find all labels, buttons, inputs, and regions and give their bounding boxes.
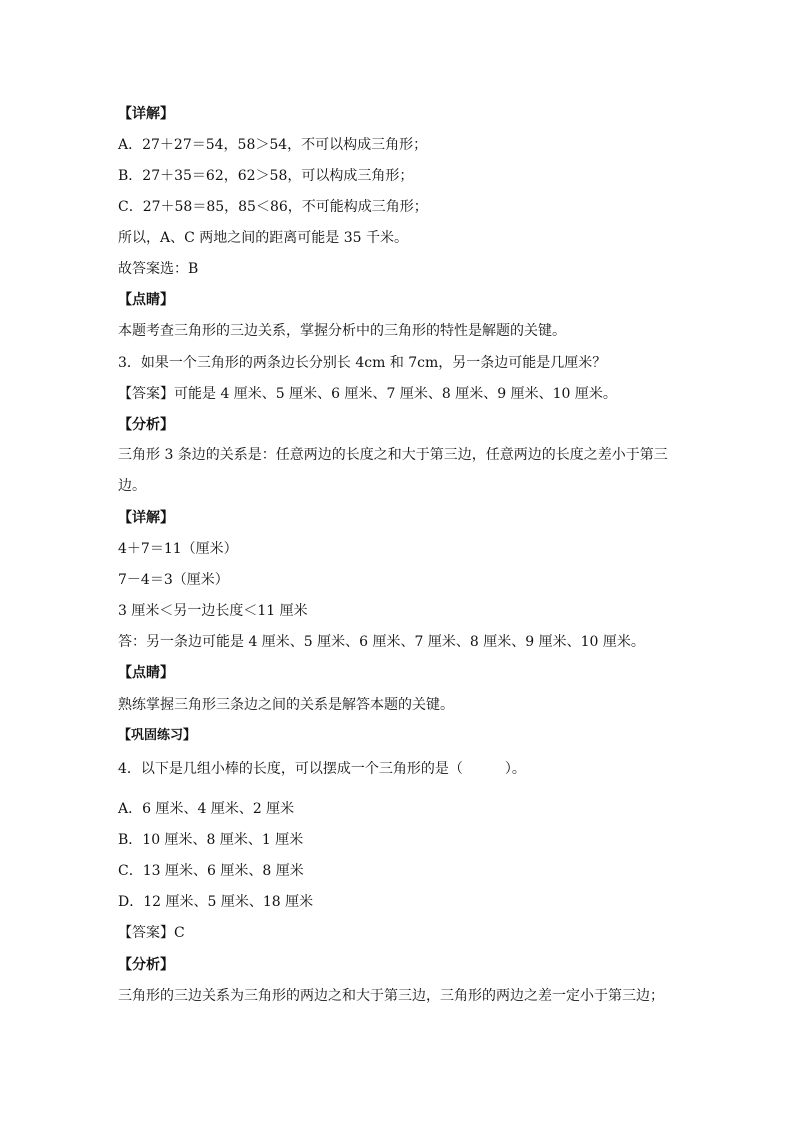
analysis-text-2: 三角形的三边关系为三角形的两边之和大于第三边，三角形的两边之差一定小于第三边；: [118, 988, 664, 1004]
option-a-explanation: A．27＋27＝54，58＞54，不可以构成三角形；: [118, 137, 428, 153]
conclusion-line: 所以，A、C 两地之间的距离可能是 35 千米。: [118, 230, 408, 246]
option-c: C．13 厘米、6 厘米、8 厘米: [118, 863, 304, 879]
heading-analysis-2: 【分析】: [118, 957, 174, 973]
comment-text: 本题考查三角形的三边关系，掌握分析中的三角形的特性是解题的关键。: [118, 323, 566, 339]
calculation-sum: 4＋7＝11（厘米）: [118, 541, 238, 557]
heading-detail-2: 【详解】: [118, 510, 174, 526]
final-answer-3: 答：另一条边可能是 4 厘米、5 厘米、6 厘米、7 厘米、8 厘米、9 厘米、10 厘米。: [118, 634, 645, 650]
option-c-explanation: C．27＋58＝85，85＜86，不可能构成三角形；: [118, 199, 428, 215]
comment-text-2: 熟练掌握三角形三条边之间的关系是解答本题的关键。: [118, 697, 454, 713]
option-b-explanation: B．27＋35＝62，62＞58，可以构成三角形；: [118, 168, 414, 184]
range-inequality: 3 厘米＜另一边长度＜11 厘米: [118, 603, 308, 619]
question-4: 4．以下是几组小棒的长度，可以摆成一个三角形的是（ ）。: [118, 761, 526, 777]
section-practice-heading: 【巩固练习】: [118, 728, 197, 743]
calculation-difference: 7－4＝3（厘米）: [118, 572, 229, 588]
heading-detail: 【详解】: [118, 106, 174, 122]
option-b: B．10 厘米、8 厘米、1 厘米: [118, 832, 304, 848]
heading-comment-2: 【点睛】: [118, 665, 174, 681]
option-d: D．12 厘米、5 厘米、18 厘米: [118, 894, 314, 910]
answer-choice-line: 故答案选：B: [118, 261, 199, 277]
analysis-text: 三角形 3 条边的关系是：任意两边的长度之和大于第三边，任意两边的长度之差小于第三边。: [118, 447, 668, 494]
option-a: A．6 厘米、4 厘米、2 厘米: [118, 801, 295, 817]
heading-comment: 【点睛】: [118, 292, 174, 308]
question-3: 3．如果一个三角形的两条边长分别长 4cm 和 7cm，另一条边可能是几厘米？: [118, 355, 607, 371]
answer-4: 【答案】C: [118, 925, 185, 941]
heading-analysis: 【分析】: [118, 417, 174, 433]
answer-3: 【答案】可能是 4 厘米、5 厘米、6 厘米、7 厘米、8 厘米、9 厘米、10 厘米。: [118, 386, 617, 402]
